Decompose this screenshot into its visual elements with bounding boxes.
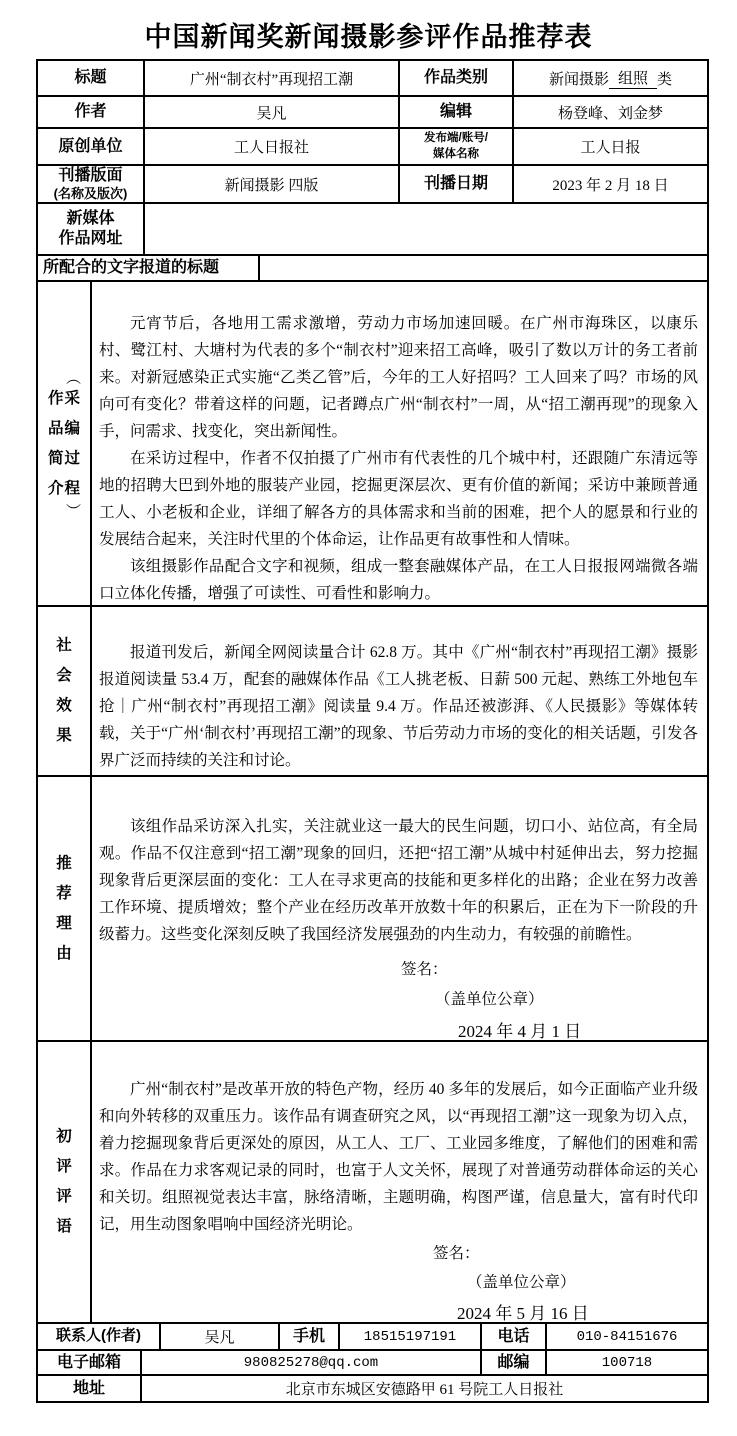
- recommend-label-char: 荐: [56, 884, 72, 902]
- editor-value: 杨登峰、刘金梦: [557, 105, 663, 122]
- address-value: 北京市东城区安德路甲 61 号院工人日报社: [285, 1382, 564, 1398]
- close-paren: ）: [63, 502, 81, 518]
- row-newmedia: [38, 204, 707, 256]
- newmedia-label-line1: 新媒体: [66, 210, 115, 227]
- intro-paragraph: 该组摄影作品配合文字和视频，组成一整套融媒体产品，在工人日报报网端微各端口立体化传播，增强了可读性、可看性和影响力。: [99, 558, 698, 602]
- intro-paragraph: 元宵节后，各地用工需求激增，劳动力市场加速回暖。在广州市海珠区，以康乐村、鹭江村、大塘村为代表的多个“制衣村”迎来招工高峰，吸引了数以万计的务工者前来。对新冠感染正式实施“乙类乙管”后，今年的工人好招吗？工人回来了吗？市场的风向可有变化？带着这样的问题，记者蹲点广州“制衣村”一周，从“招工潮再现”的现象入手，问需求、找变化，突出新闻性。: [99, 315, 698, 440]
- platform-label-line1: 发布端/账号/: [424, 131, 488, 144]
- section-intro: [38, 282, 707, 607]
- recommend-label-char: 由: [56, 944, 72, 962]
- org-value: 工人日报社: [145, 129, 400, 164]
- page-label-line1: 刊播版面: [58, 166, 123, 184]
- recommend-paragraph: 该组作品采访深入扎实，关注就业这一最大的民生问题，切口小、站位高，有全局观。作品不仅注意到“招工潮”现象的回归，还把“招工潮”从城中村延伸出去，努力挖掘现象背后更深层面的变化：工人在寻求更高的技能和更多样化的出路；企业在努力改善工作环境、提质增效；整个产业在经历改革开放数十年的积累后，正在为下一阶段的升级蓄力。这些变化深刻反映了我国经济发展强劲的内生动力，有较强的前瞻性。: [99, 818, 698, 943]
- intro-label-char: 简: [47, 449, 64, 467]
- effect-label-char: 会: [56, 667, 72, 684]
- title-label: 标题: [38, 61, 145, 95]
- section-review: [38, 1042, 707, 1324]
- section-recommend: [38, 777, 707, 1042]
- mobile-label: 手机: [280, 1324, 340, 1349]
- effect-section-label: [38, 607, 92, 775]
- seal-label: （盖单位公章）: [467, 1274, 576, 1291]
- recommend-section-label: [38, 777, 92, 1040]
- category-value: [514, 61, 707, 95]
- signature-label: 签名：: [433, 1245, 480, 1262]
- page-value: 新闻摄影 四版: [145, 166, 400, 202]
- row-org: [38, 129, 707, 166]
- phone-label: 电话: [482, 1324, 547, 1349]
- author-value: 吴凡: [145, 97, 400, 127]
- review-label-char: 评: [56, 1188, 72, 1205]
- org-label: 原创单位: [38, 129, 145, 164]
- category-suffix: 类: [657, 71, 673, 88]
- zip-value: 100718: [601, 1354, 653, 1371]
- newmedia-label-line2: 作品网址: [58, 230, 123, 247]
- intro-label-main: [48, 384, 64, 504]
- seal-label: （盖单位公章）: [435, 991, 544, 1008]
- effect-section-body: [92, 607, 707, 775]
- review-label-char: 语: [56, 1218, 72, 1235]
- page-label: [38, 166, 145, 202]
- contact-person-value: 吴凡: [161, 1324, 280, 1349]
- row-title: [38, 61, 707, 97]
- signature-label: 签名：: [401, 961, 448, 978]
- signature-date: 2024 年 5 月 16 日: [457, 1304, 589, 1322]
- recommend-label-char: 推: [56, 854, 72, 872]
- open-paren: （: [63, 369, 81, 385]
- row-author: [38, 97, 707, 129]
- row-page: [38, 166, 707, 204]
- contact-person-label: 联系人(作者): [38, 1324, 161, 1349]
- intro-section-label: [38, 282, 92, 605]
- publish-date-label: 刊播日期: [400, 166, 514, 202]
- newmedia-label: [38, 204, 145, 254]
- phone-value: 010-84151676: [576, 1328, 678, 1345]
- mobile-value: 18515197191: [340, 1324, 482, 1349]
- effect-label-char: 效: [56, 697, 72, 714]
- row-textreport: [38, 256, 707, 282]
- recommendation-form-table: [36, 59, 709, 1403]
- intro-label-char: 作: [47, 389, 64, 407]
- review-section-label: [38, 1042, 92, 1322]
- review-section-body: [92, 1042, 707, 1322]
- intro-paragraph: 在采访过程中，作者不仅拍摄了广州市有代表性的几个城中村，还跟随广东清远等地的招聘大巴到外地的服装产业园，挖掘更深层次、更有价值的新闻；采访中兼顾普通工人、小老板和企业，详细了解各方的具体需求和当前的困难，把个人的愿景和行业的发展结合起来，关注时代里的个体命运，让作品更有故事性和人情味。: [99, 450, 698, 548]
- recommend-label-char: 理: [56, 914, 72, 932]
- page-label-line2: (名称及版次): [53, 185, 128, 201]
- email-label: 电子邮箱: [38, 1351, 142, 1374]
- platform-label: [400, 129, 514, 164]
- effect-label-char: 果: [56, 727, 72, 744]
- section-effect: [38, 607, 707, 777]
- row-address: [38, 1376, 707, 1401]
- platform-label-line2: 媒体名称: [433, 147, 479, 160]
- title-value: 广州“制衣村”再现招工潮: [145, 61, 400, 95]
- category-underlined-value: 组照: [609, 67, 657, 89]
- intro-label-paren-col: [65, 371, 81, 517]
- email-value: 980825278@qq.com: [142, 1351, 482, 1374]
- review-label-char: 初: [56, 1128, 72, 1145]
- textreport-value: [260, 256, 707, 280]
- address-label: 地址: [38, 1376, 142, 1401]
- category-prefix: 新闻摄影: [548, 71, 609, 88]
- effect-paragraph: 报道刊发后，新闻全网阅读量合计 62.8 万。其中《广州“制衣村”再现招工潮》摄影报道阅读量 53.4 万，配套的融媒体作品《工人挑老板、日薪 500 元起、熟练工外地包车抢｜广州“制衣村”再现招工潮》阅读量 9.4 万。作品还被澎湃、《人民摄影》等媒体转载，关于“广州‘制衣村’再现招工潮”的现象、节后劳动力市场的变化的相关话题，引发各界广泛而持续的关注和讨论。: [99, 644, 698, 769]
- intro-section-body: [92, 282, 707, 605]
- effect-label-char: 社: [56, 637, 72, 654]
- recommend-signature-block: [401, 960, 698, 1040]
- intro-paren-char: 过: [64, 449, 81, 467]
- review-signature-block: [433, 1244, 698, 1322]
- intro-paren-char: 程: [64, 479, 81, 497]
- row-contact-person: [38, 1324, 707, 1351]
- review-label-char: 评: [56, 1158, 72, 1175]
- review-paragraph: 广州“制衣村”是改革开放的特色产物，经历 40 多年的发展后，如今正面临产业升级和向外转移的双重压力。该作品有调查研究之风，以“再现招工潮”这一现象为切入点，着力挖掘现象背后更深处的原因，从工人、工厂、工业园多维度，了解他们的困难和需求。作品在力求客观记录的同时，也富于人文关怀，展现了对普通劳动群体命运的关心和关切。组照视觉表达丰富，脉络清晰，主题明确，构图严谨，信息量大，富有时代印记，用生动图象唱响中国经济光明论。: [99, 1081, 698, 1233]
- author-label: 作者: [38, 97, 145, 127]
- textreport-label: 所配合的文字报道的标题: [38, 256, 260, 280]
- signature-date: 2024 年 4 月 1 日: [458, 1022, 582, 1040]
- publish-date-value: 2023 年 2 月 18 日: [552, 177, 669, 194]
- newmedia-value: [145, 204, 707, 254]
- editor-label: 编辑: [400, 97, 514, 127]
- intro-paren-char: 编: [64, 419, 81, 437]
- platform-value: 工人日报: [580, 140, 641, 156]
- category-label: 作品类别: [400, 61, 514, 95]
- intro-label-char: 品: [47, 419, 64, 437]
- zip-label: 邮编: [482, 1351, 547, 1374]
- recommend-section-body: [92, 777, 707, 1040]
- page-title: 中国新闻奖新闻摄影参评作品推荐表: [144, 22, 593, 52]
- intro-label-char: 介: [47, 479, 64, 497]
- intro-paren-char: 采: [64, 389, 81, 407]
- row-email: [38, 1351, 707, 1376]
